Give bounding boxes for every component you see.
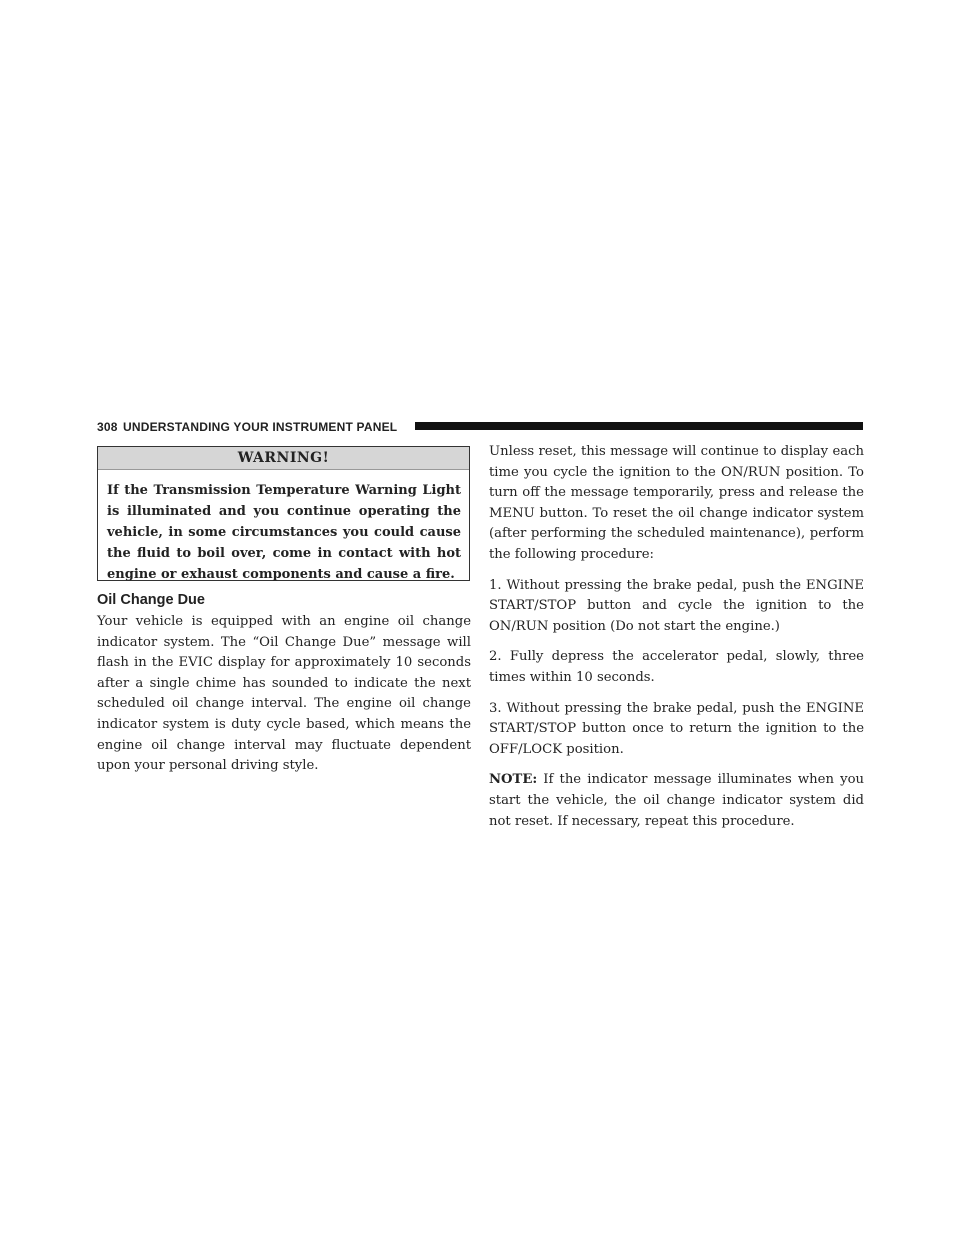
right-column — [489, 442, 864, 842]
page-header — [97, 419, 863, 435]
header-rule — [415, 422, 863, 430]
note-text: If the indicator message illuminates when you start the vehicle, the oil change indicator system did not reset. If necessary, repeat this procedure. — [489, 772, 864, 829]
note-label: NOTE: — [489, 772, 538, 788]
oil-change-intro: Your vehicle is equipped with an engine oil change indicator system. The “Oil Change Due” message will flash in the EVIC display for approximately 10 seconds after a single chime has sounded to indicate the next scheduled oil change interval. The engine oil change indicator system is duty cycle based, which means the engine oil change interval may fluctuate dependent upon your personal driving style. — [97, 614, 471, 774]
step-3: 3. Without pressing the brake pedal, push the ENGINE START/STOP button once to return the ignition to the OFF/LOCK position. — [489, 700, 864, 757]
step-2: 2. Fully depress the accelerator pedal, slowly, three times within 10 seconds. — [489, 649, 864, 685]
warning-text: If the Transmission Temperature Warning Light is illuminated and you continue operating the vehicle, in some circumstances you could cause the fluid to boil over, come in contact with hot engine or exhaust components and cause a fire. — [107, 483, 461, 582]
note — [489, 770, 864, 832]
warning-box — [97, 446, 470, 581]
step-1: 1. Without pressing the brake pedal, push the ENGINE START/STOP button and cycle the ignition to the ON/RUN position (Do not start the engine.) — [489, 577, 864, 634]
reset-intro: Unless reset, this message will continue to display each time you cycle the ignition to the ON/RUN position. To turn off the message temporarily, press and release the MENU button. To reset the oil change indicator system (after performing the scheduled maintenance), perform the following procedure: — [489, 444, 864, 562]
section-title: UNDERSTANDING YOUR INSTRUMENT PANEL — [123, 420, 398, 434]
warning-title: WARNING! — [98, 447, 469, 470]
oil-change-heading: Oil Change Due — [97, 592, 205, 608]
page-number: 308 — [97, 420, 118, 434]
